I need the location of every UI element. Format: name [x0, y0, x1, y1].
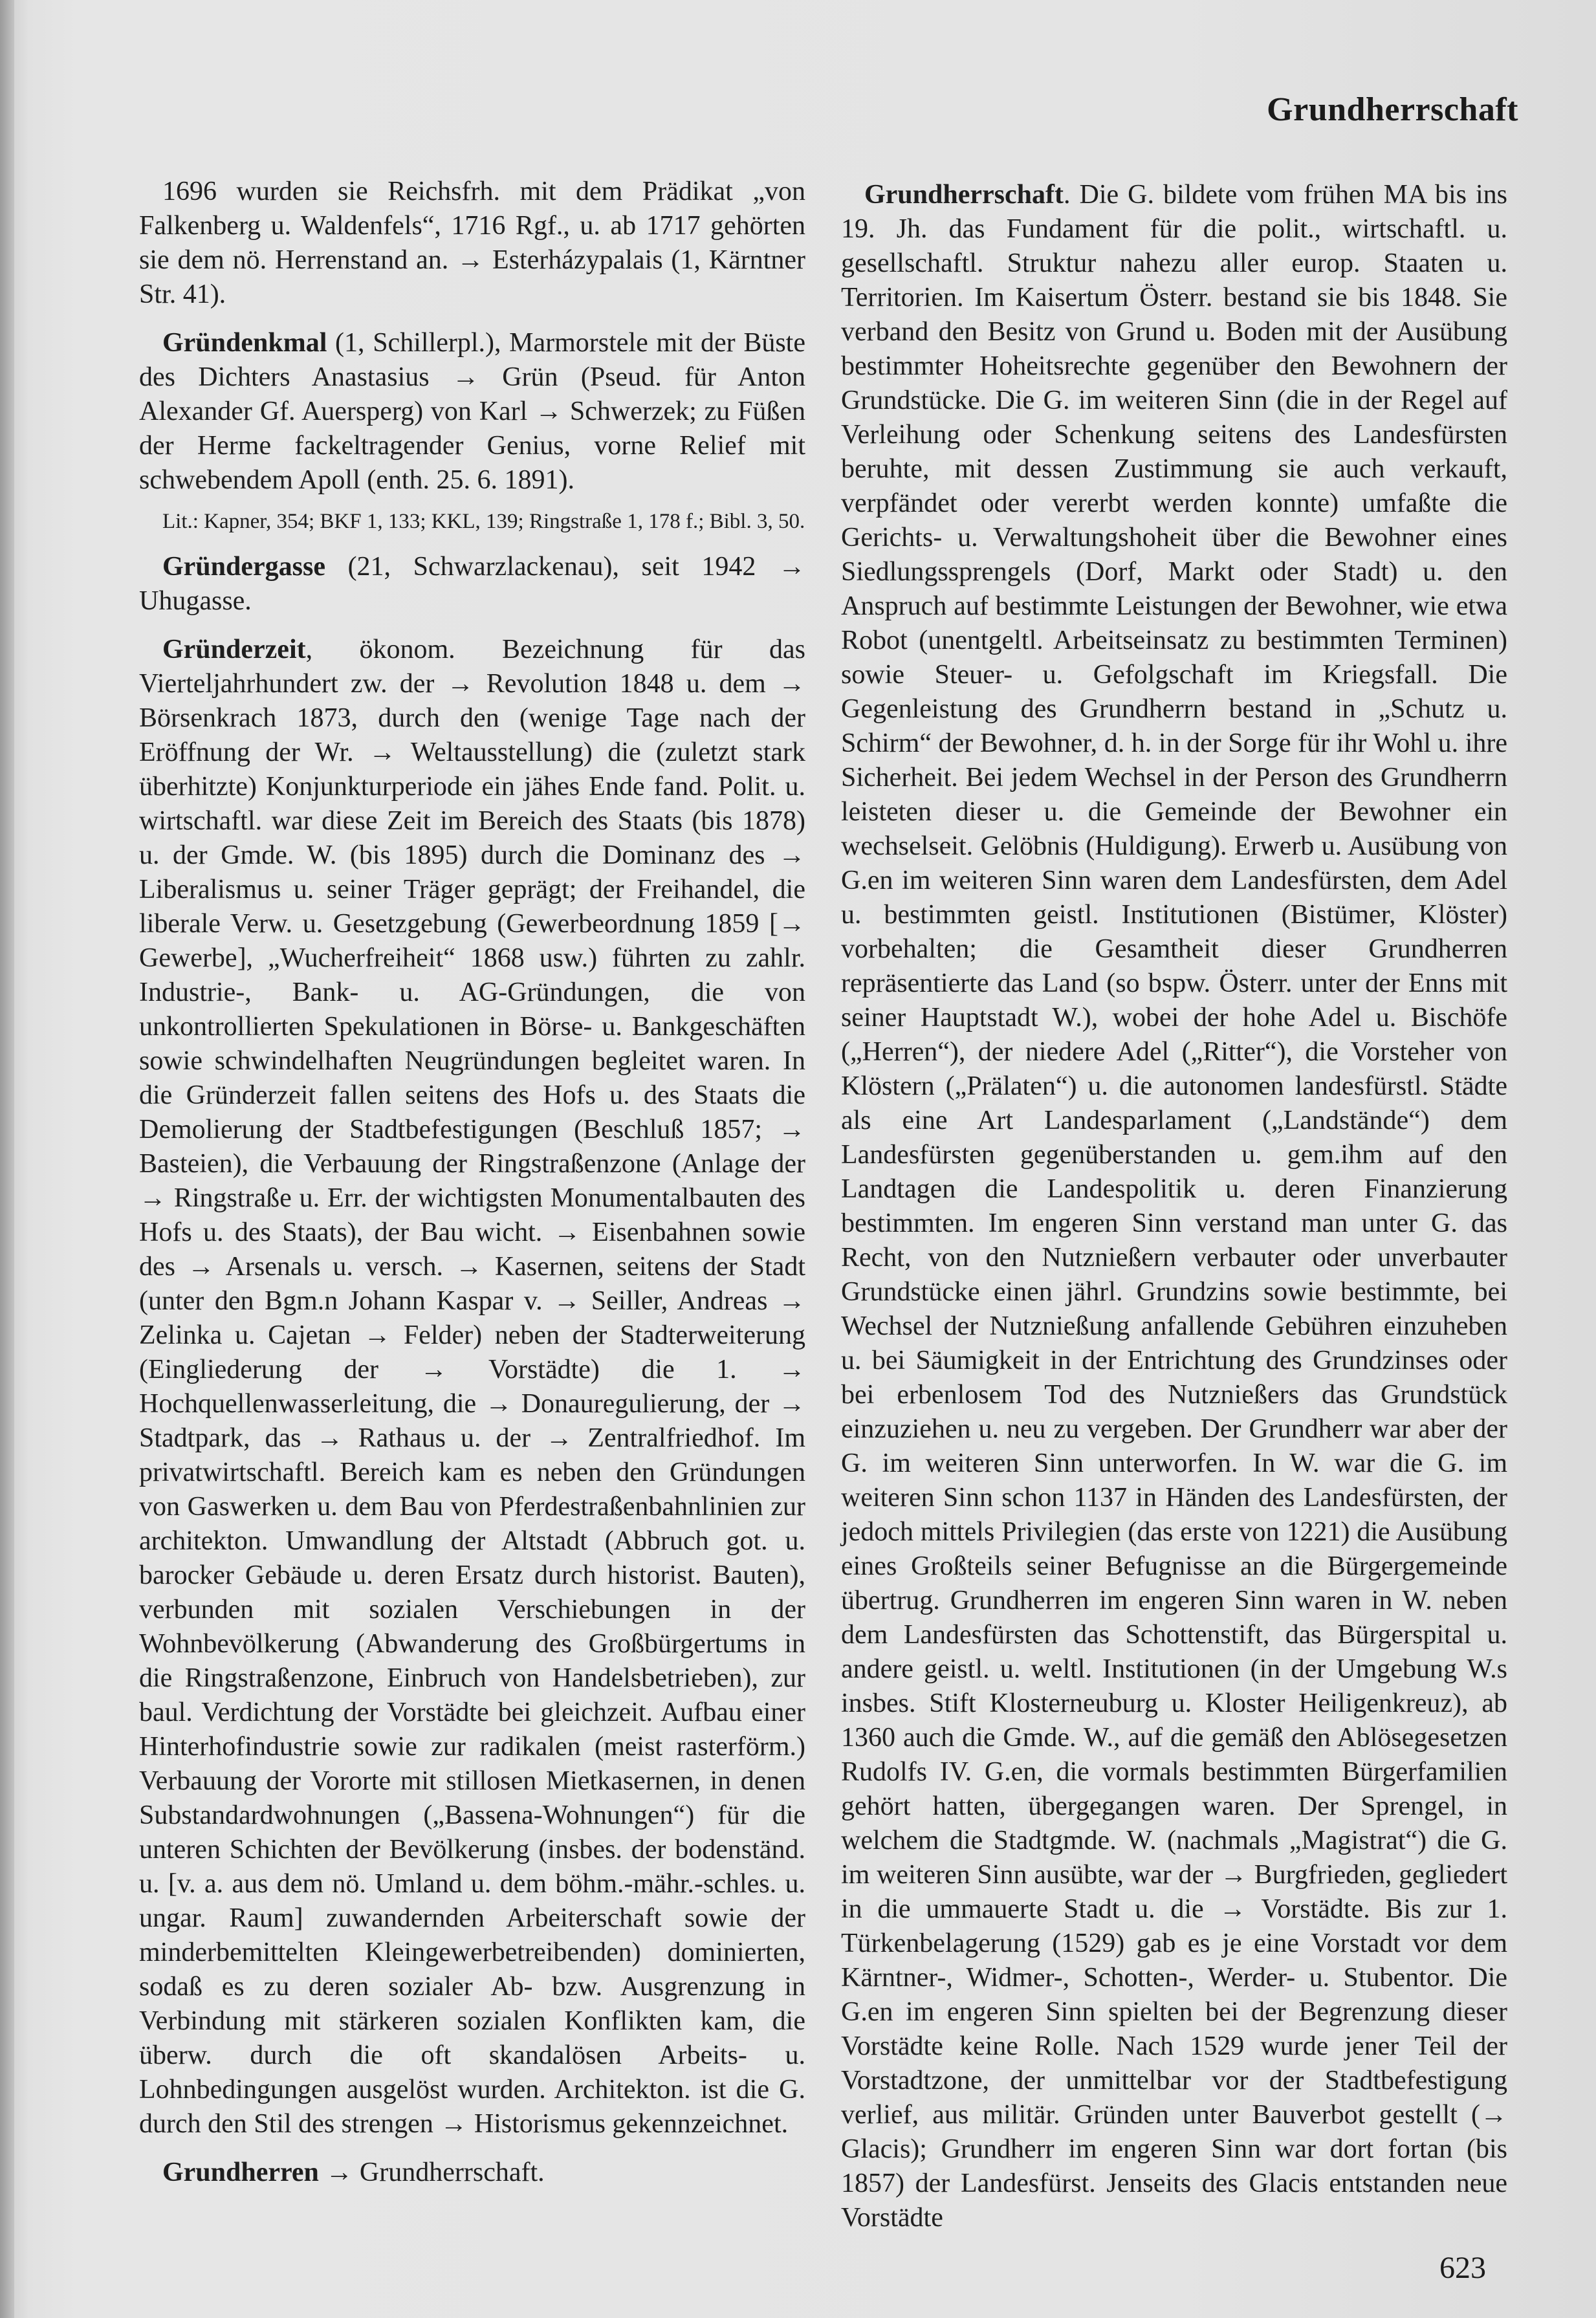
entry-grundherren [139, 2156, 805, 2190]
entry-continuation [139, 175, 805, 312]
right-column [841, 178, 1507, 2249]
page-number: 623 [1439, 2251, 1486, 2285]
running-head: Grundherrschaft [1267, 91, 1518, 128]
entry-lemma: Gründenkmal [162, 328, 327, 358]
entry-grundherrschaft [841, 178, 1507, 2235]
literature-reference: Lit.: Kapner, 354; BKF 1, 133; KKL, 139; Ringstraße 1, 178 f.; Bibl. 3, 50. [162, 510, 805, 533]
entry-lemma: Grundherren [162, 2158, 319, 2187]
entry-text: → Grundherrschaft. [318, 2158, 545, 2187]
entry-lemma: Gründerzeit [162, 635, 306, 664]
entry-gruendergasse [139, 550, 805, 618]
entry-text: , ökonom. Bezeichnung für das Vierteljahrhundert zw. der → Revolution 1848 u. dem → Börsenkrach 1873, durch den (wenige Tage nach der Eröffnung der Wr. → Weltausstellung) die (zuletzt stark überhitzte) Konjunkturperiode ein jähes Ende fand. Polit. u. wirtschaftl. war diese Zeit im Bereich des Staats (bis 1878) u. der Gmde. W. (bis 1895) durch die Dominanz des → Liberalismus u. seiner Träger geprägt; der Freihandel, die liberale Verw. u. Gesetzgebung (Gewerbeordnung 1859 [→ Gewerbe], „Wucherfreiheit“ 1868 usw.) führten zu zahlr. Industrie-, Bank- u. AG-Gründungen, die von unkontrollierten Spekulationen in Börse- u. Bankgeschäften sowie schwindelhaften Neugründungen begleitet waren. In die Gründerzeit fallen seitens des Hofs u. des Staats die Demolierung der Stadtbefestigungen (Beschluß 1857; → Basteien), die Verbauung der Ringstraßenzone (Anlage der → Ringstraße u. Err. der wichtigsten Monumentalbauten des Hofs u. des Staats), der Bau wicht. → Eisenbahnen sowie des → Arsenals u. versch. → Kasernen, seitens der Stadt (unter den Bgm.n Johann Kaspar v. → Seiller, Andreas → Zelinka u. Cajetan → Felder) neben der Stadterweiterung (Eingliederung der → Vorstädte) die 1. → Hochquellenwasserleitung, die → Donauregulierung, der → Stadtpark, das → Rathaus u. der → Zentralfriedhof. Im privatwirtschaftl. Bereich kam es neben den Gründungen von Gaswerken u. dem Bau von Pferdestraßenbahnlinien zur architekton. Umwandlung der Altstadt (Abbruch got. u. barocker Gebäude u. deren Ersatz durch historist. Bauten), verbunden mit sozialen Verschiebungen in der Wohnbevölkerung (Abwanderung des Großbürgertums in die Ringstraßenzone, Einbruch von Handelsbetrieben), zur baul. Verdichtung der Vorstädte bei gleichzeit. Aufbau einer Hinterhofindustrie sowie zur radikalen (meist rasterförm.) Verbauung der Vororte mit stillosen Mietkasernen, in denen Substandardwohnungen („Bassena-Wohnungen“) für die unteren Schichten der Bevölkerung (insbes. der bodenständ. u. [v. a. aus dem nö. Umland u. dem böhm.-mähr.-schles. u. ungar. Raum] zuwandernden Arbeiterschaft sowie der minderbemittelten Kleingewerbetreibenden) dominierten, sodaß es zu deren sozialer Ab- bzw. Ausgrenzung in Verbindung mit stärkeren sozialen Konflikten kam, die überw. durch die oft skandalösen Arbeits- u. Lohnbedingungen ausgelöst wurden. Architekton. ist die G. durch den Stil des strengen → Historismus gekennzeichnet. [139, 635, 805, 2139]
left-column [139, 175, 805, 2204]
entry-text: (1, Schillerpl.), Marmorstele mit der Büste des Dichters Anastasius → Grün (Pseud. für Anton Alexander Gf. Auersperg) von Karl → Schwerzek; zu Füßen der Herme fackeltragender Genius, vorne Relief mit schwebendem Apoll (enth. 25. 6. 1891). [139, 328, 805, 495]
entry-text: . Die G. bildete vom frühen MA bis ins 19. Jh. das Fundament für die polit., wirtschaftl. u. gesellschaftl. Struktur nahezu aller europ. Staaten u. Territorien. Im Kaisertum Österr. bestand sie bis 1848. Sie verband den Besitz von Grund u. Boden mit der Ausübung bestimmter Hoheitsrechte gegenüber den Bewohnern der Grundstücke. Die G. im weiteren Sinn (die in der Regel auf Verleihung oder Schenkung seitens des Landesfürsten beruhte, mit dessen Zustimmung sie auch verkauft, verpfändet oder vererbt werden konnte) umfaßte die Gerichts- u. Verwaltungshoheit über die Bewohner eines Siedlungssprengels (Dorf, Markt oder Stadt) u. den Anspruch auf bestimmte Leistungen der Bewohner, wie etwa Robot (unentgeltl. Arbeitseinsatz zu bestimmten Terminen) sowie Steuer- u. Gefolgschaft im Kriegsfall. Die Gegenleistung des Grundherrn bestand in „Schutz u. Schirm“ der Bewohner, d. h. in der Sorge für ihr Wohl u. ihre Sicherheit. Bei jedem Wechsel in der Person des Grundherrn leisteten dieser u. die Gemeinde der Bewohner ein wechselseit. Gelöbnis (Huldigung). Erwerb u. Ausübung von G.en im weiteren Sinn waren dem Landesfürsten, dem Adel u. bestimmten geistl. Institutionen (Bistümer, Klöster) vorbehalten; die Gesamtheit dieser Grundherren repräsentierte das Land (so bspw. Österr. unter der Enns mit seiner Hauptstadt W.), wobei der hohe Adel u. Bischöfe („Herren“), der niedere Adel („Ritter“), die Vorsteher von Klöstern („Prälaten“) u. die autonomen landesfürstl. Städte als eine Art Landesparlament („Landstände“) dem Landesfürsten gegenüberstanden u. gem.ihm auf den Landtagen die Landespolitik u. deren Finanzierung bestimmten. Im engeren Sinn verstand man unter G. das Recht, von den Nutznießern verbauter oder unverbauter Grundstücke einen jährl. Grundzins sowie bestimmte, bei Wechsel der Nutznießung anfallende Gebühren einzuheben u. bei Säumigkeit in der Entrichtung des Grundzinses oder bei erbenlosem Tod des Nutznießers das Grundstück einzuziehen u. neu zu vergeben. Der Grundherr war aber der G. im weiteren Sinn unterworfen. In W. war die G. im weiteren Sinn schon 1137 in Händen des Landesfürsten, der jedoch mittels Privilegien (das erste von 1221) die Ausübung eines Großteils seiner Befugnisse an die Bürgergemeinde übertrug. Grundherren im engeren Sinn waren in W. neben dem Landesfürsten das Schottenstift, das Bürgerspital u. andere geistl. u. weltl. Institutionen (in der Umgebung W.s insbes. Stift Klosterneuburg u. Kloster Heiligenkreuz), ab 1360 auch die Gmde. W., auf die gemäß den Ablösegesetzen Rudolfs IV. G.en, die vormals bestimmten Bürgerfamilien gehört hatten, übergegangen waren. Der Sprengel, in welchem die Stadtgmde. W. (nachmals „Magistrat“) die G. im weiteren Sinn ausübte, war der → Burgfrieden, gegliedert in die ummauerte Stadt u. die → Vorstädte. Bis zur 1. Türkenbelagerung (1529) gab es je eine Vorstadt vor dem Kärntner-, Widmer-, Schotten-, Werder- u. Stubentor. Die G.en im engeren Sinn spielten bei der Begrenzung dieser Vorstädte keine Rolle. Nach 1529 wurde jener Teil der Vorstadtzone, der unmittelbar vor der Stadtbefestigung verlief, aus militär. Gründen unter Bauverbot gestellt (→ Glacis); Grundherr im engeren Sinn war dort fortan (bis 1857) der Landesfürst. Jenseits des Glacis entstanden neue Vorstädte [841, 180, 1507, 2233]
entry-text: (21, Schwarzlackenau), seit 1942 → Uhugasse. [139, 552, 805, 616]
entry-gruenderzeit [139, 633, 805, 2141]
entry-gruendenkmal [139, 326, 805, 497]
entry-text: 1696 wurden sie Reichsfrh. mit dem Prädikat „von Falkenberg u. Waldenfels“, 1716 Rgf., u. ab 1717 gehörten sie dem nö. Herrenstand an. → Esterházypalais (1, Kärntner Str. 41). [139, 177, 805, 309]
entry-lemma: Grundherrschaft [864, 180, 1064, 210]
entry-lemma: Gründergasse [162, 552, 325, 582]
scan-edge-shadow [0, 0, 14, 2318]
